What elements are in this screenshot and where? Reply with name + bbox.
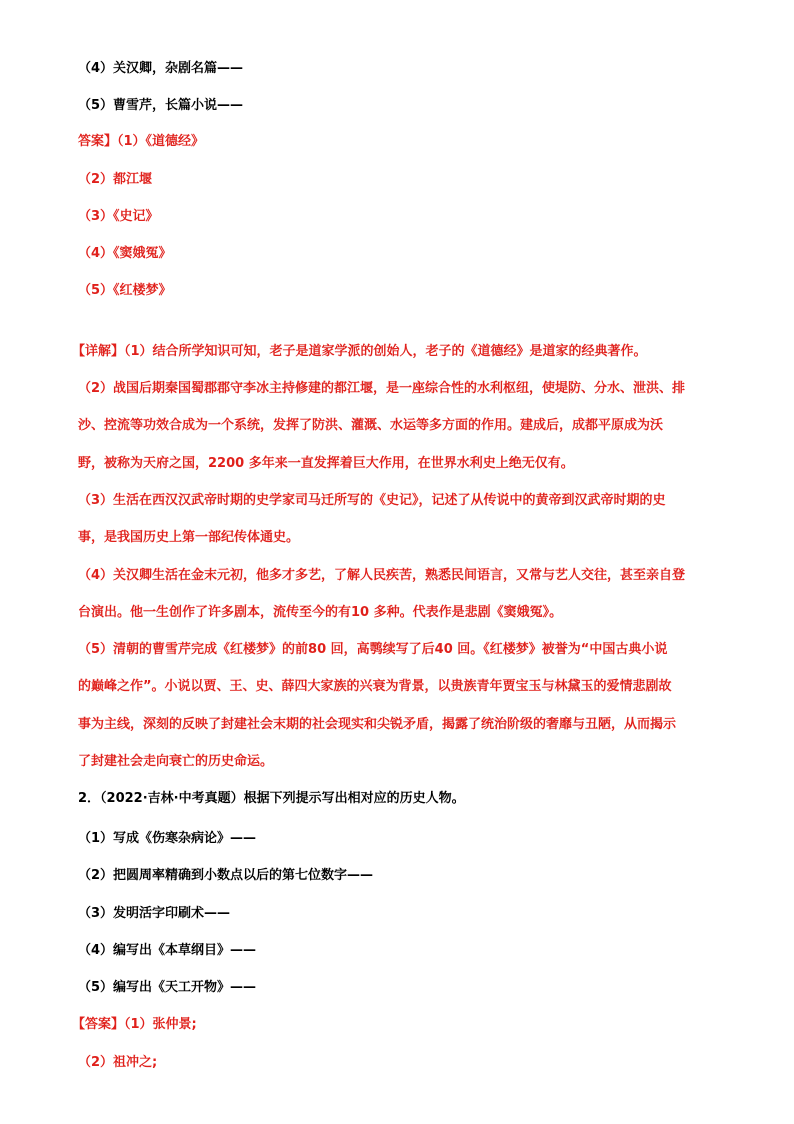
answer1-line-3: （3）《史记》: [78, 209, 159, 224]
explanation1-line-4: 野，被称为天府之国，2200 多年来一直发挥着巨大作用，在世界水利史上绝无仅有。: [78, 456, 574, 471]
explanation1-line-7: （4）关汉卿生活在金末元初，他多才多艺，了解人民疾苦，熟悉民间语言，又常与艺人交往，甚至亲自登: [78, 568, 686, 583]
explanation1-line-1: 【详解】（1）结合所学知识可知，老子是道家学派的创始人，老子的《道德经》是道家的经典著作。: [72, 344, 647, 359]
explanation1-line-10: 的巅峰之作”。小说以贾、王、史、薛四大家族的兴衰为背景，以贵族青年贾宝玉与林黛玉的爱情悲剧故: [78, 679, 672, 694]
explanation1-line-3: 沙、控流等功效合成为一个系统，发挥了防洪、灌溉、水运等多方面的作用。建成后，成都平原成为沃: [78, 418, 664, 433]
answer2-line-2: （2）祖冲之;: [78, 1055, 158, 1070]
explanation1-line-11: 事为主线，深刻的反映了封建社会末期的社会现实和尖锐矛盾，揭露了统治阶级的奢靡与丑陋，从而揭示: [78, 717, 677, 732]
answer1-line-2: （2）都江堰: [78, 172, 153, 187]
question2-item-3: （3）发明活字印刷术——: [78, 906, 231, 921]
explanation1-line-9: （5）清朝的曹雪芹完成《红楼梦》的前80 回，高鹗续写了后40 回。《红楼梦》被誉为“中国古典小说: [78, 642, 668, 657]
question2-item-5: （5）编写出《天工开物》——: [78, 980, 257, 995]
q1-item-5: （5）曹雪芹，长篇小说——: [78, 98, 244, 113]
question2-item-1: （1）写成《伤寒杂病论》——: [78, 831, 257, 846]
explanation1-line-5: （3）生活在西汉汉武帝时期的史学家司马迁所写的《史记》，记述了从传说中的黄帝到汉武帝时期的史: [78, 493, 666, 508]
answer1-line-4: （4）《窦娥冤》: [78, 246, 172, 261]
explanation1-line-6: 事，是我国历史上第一部纪传体通史。: [78, 530, 300, 545]
question2-stem: 2．（2022·吉林·中考真题）根据下列提示写出相对应的历史人物。: [78, 791, 465, 806]
answer1-line-1: 答案】（1）《道德经》: [78, 134, 205, 149]
answer2-line-1: 【答案】（1）张仲景;: [72, 1017, 197, 1032]
q1-item-4: （4）关汉卿，杂剧名篇——: [78, 61, 244, 76]
explanation1-line-2: （2）战国后期秦国蜀郡郡守李冰主持修建的都江堰，是一座综合性的水利枢纽，使堤防、分水、泄洪、排: [78, 381, 686, 396]
explanation1-line-8: 台演出。他一生创作了许多剧本，流传至今的有10 多种。代表作是悲剧《窦娥冤》。: [78, 605, 563, 620]
explanation1-line-12: 了封建社会走向衰亡的历史命运。: [78, 754, 274, 769]
question2-item-2: （2）把圆周率精确到小数点以后的第七位数字——: [78, 868, 374, 883]
answer1-line-5: （5）《红楼梦》: [78, 283, 172, 298]
question2-item-4: （4）编写出《本草纲目》——: [78, 943, 257, 958]
